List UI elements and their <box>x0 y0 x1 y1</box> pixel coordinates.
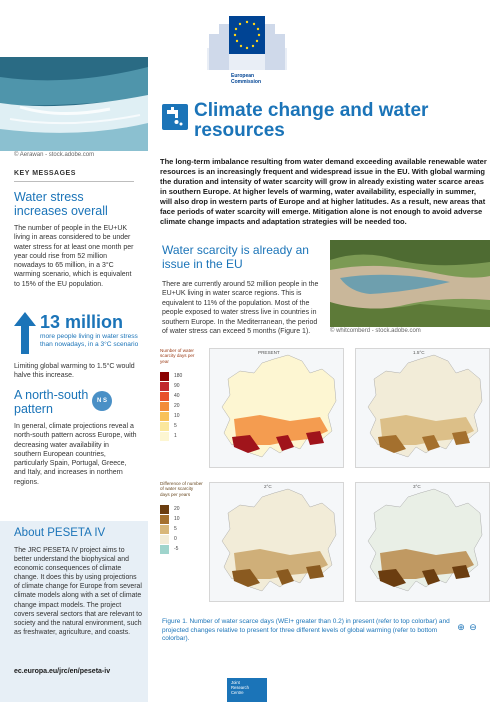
figure-caption: Figure 1. Number of water scarce days (WEI+ greater than 0.2) in present (refer to top colorbar) and projected changes relative to present for three different levels of global warming (refer to bottom colorbar). <box>162 618 450 643</box>
legend-swatch <box>160 382 169 391</box>
logo-line2: Commission <box>231 79 262 85</box>
stress-heading: Water stress increases overall <box>14 190 108 218</box>
zoom-out-icon[interactable]: ⊖ <box>469 622 477 632</box>
logo-line1: European <box>231 73 255 79</box>
page-title: Climate change and water resources <box>194 100 429 141</box>
map-present <box>209 348 344 468</box>
legend-label: 10 <box>174 413 180 420</box>
legend-label: -5 <box>174 546 179 553</box>
legend-row <box>160 412 202 422</box>
map-label-present: PRESENT <box>258 350 280 355</box>
legend-label: 180 <box>174 373 183 380</box>
legend-label: 10 <box>174 516 180 523</box>
zoom-in-icon[interactable]: ⊕ <box>457 622 465 632</box>
jrc-line3: Centre <box>231 690 244 695</box>
legend-label: 1 <box>174 433 177 440</box>
stress-text: The number of people in the EU+UK living in areas considered to be under water stress for at least one month per year could rise from 52 million nowadays to 65 million, in a 3°C warming scenario, which is equivalent to 15% of the EU population. <box>14 225 134 288</box>
legend-label: 20 <box>174 506 180 513</box>
legend-present <box>160 348 202 442</box>
map-label-1-5c: 1.5°C <box>413 350 425 355</box>
key-messages-label: KEY MESSAGES <box>14 170 76 177</box>
legend2-swatches <box>160 505 204 555</box>
legend-swatch <box>160 432 169 441</box>
legend-swatch <box>160 402 169 411</box>
limit-text: Limiting global warming to 1.5°C would halve this increase. <box>14 363 135 380</box>
map-label-3c: 3°C <box>413 484 421 489</box>
legend-label: 20 <box>174 403 180 410</box>
divider <box>14 181 134 182</box>
legend-swatch <box>160 392 169 401</box>
water-tap-icon <box>162 104 188 130</box>
jrc-line2: Research <box>231 685 249 690</box>
legend-row <box>160 422 202 432</box>
legend-difference <box>160 481 204 555</box>
about-text: The JRC PESETA IV project aims to better understand the biophysical and economic consequences of climate change. It does this by using projections of climate change for Europe from several climate models along with a set of climate change impact models. The project covers several sectors that are relevant to society and the natural environment, such as freshwater, agriculture, and coasts. <box>14 547 142 636</box>
up-arrow-icon <box>14 312 36 354</box>
legend-row <box>160 535 204 545</box>
lead-paragraph: The long-term imbalance resulting from water demand exceeding available renewable water resources is an increasingly frequent and widespread issue in the EU. With global warming the duration and intensity of water scarcity will grow in already existing water scarce areas in southern Europe. At higher levels of warming, water availability, especially in summer, will also drop in western parts of Europe and at higher latitudes. As a result, new areas that face periods of water scarcity will emerge. Mitigation alone is not enough to avoid adverse climate change impacts and adaptation strategies will be needed too. <box>160 157 487 226</box>
legend-swatch <box>160 422 169 431</box>
ec-building-icon <box>207 14 287 70</box>
legend-swatch <box>160 545 169 554</box>
big-number-sub: more people living in water stress than nowadays, in a 3°C scenario <box>40 333 139 348</box>
legend-swatch <box>160 412 169 421</box>
legend-swatch <box>160 515 169 524</box>
legend1-swatches <box>160 372 202 442</box>
jrc-line1: Joint <box>231 680 240 685</box>
ns-heading: A north-south pattern <box>14 388 89 416</box>
waterfall-photo <box>0 57 148 151</box>
about-title: About PESETA IV <box>14 527 106 539</box>
big-number: 13 million <box>40 312 124 332</box>
legend-row <box>160 505 204 515</box>
reservoir-photo <box>330 240 490 327</box>
section-title: Water scarcity is already an issue in the EU <box>162 243 309 271</box>
legend-label: 90 <box>174 383 180 390</box>
legend-row <box>160 545 204 555</box>
legend2-title: Difference of number of water scarcity days per years <box>160 481 203 497</box>
legend-label: 5 <box>174 526 177 533</box>
lake-photo-credit: © whitcomberd - stock.adobe.com <box>330 328 421 334</box>
legend-swatch <box>160 535 169 544</box>
map-3c <box>355 482 490 602</box>
section-text: There are currently around 52 million people in the EU+UK living in water scarce regions. This is equivalent to 11% of the population. Most of the people exposed to water stress live in countries in southern Europe. In the Mediterranean, the period of water stress can exceed 5 months (Figure 1). <box>162 281 319 336</box>
about-link[interactable]: ec.europa.eu/jrc/en/peseta-iv <box>14 668 111 675</box>
legend1-title: Number of water scarcity days per year <box>160 348 195 364</box>
legend-swatch <box>160 505 169 514</box>
ns-text: In general, climate projections reveal a north-south pattern across Europe, with decreasing water availability in southern European countries, particularly Spain, Portugal, Greece, and Italy, and increases in northern regions. <box>14 423 137 486</box>
legend-row <box>160 402 202 412</box>
legend-label: 0 <box>174 536 177 543</box>
legend-row <box>160 392 202 402</box>
jrc-logo-text <box>231 680 265 695</box>
legend-row <box>160 372 202 382</box>
legend-row <box>160 382 202 392</box>
map-2c <box>209 482 344 602</box>
legend-row <box>160 515 204 525</box>
legend-label: 5 <box>174 423 177 430</box>
legend-swatch <box>160 525 169 534</box>
photo-credit: © Aerawan - stock.adobe.com <box>14 152 95 158</box>
map-1-5c <box>355 348 490 468</box>
european-commission-logo <box>207 14 287 86</box>
legend-swatch <box>160 372 169 381</box>
compass-icon: N S <box>92 391 112 411</box>
legend-row <box>160 432 202 442</box>
ec-logo-text <box>231 73 261 85</box>
legend-row <box>160 525 204 535</box>
map-label-2c: 2°C <box>264 484 272 489</box>
legend-label: 40 <box>174 393 180 400</box>
